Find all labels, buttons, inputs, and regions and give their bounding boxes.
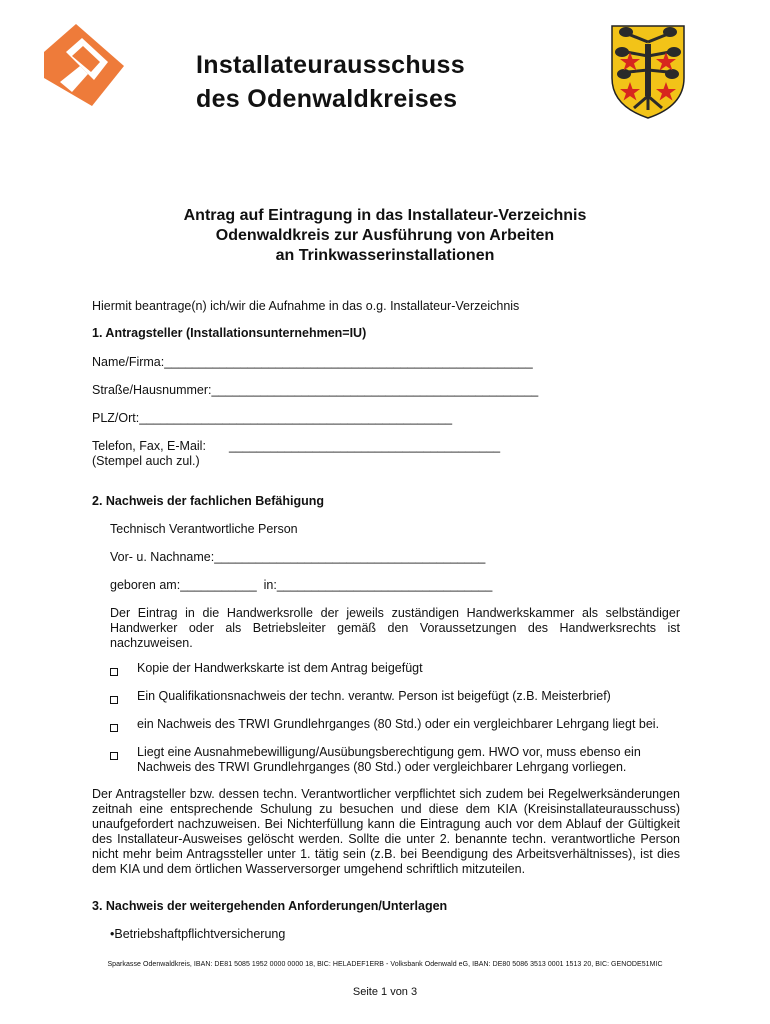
bank-footer: Sparkasse Odenwaldkreis, IBAN: DE81 5085 1952 0000 0000 18, BIC: HELADEF1ERB - Volksbank Odenwald eG, IBAN: DE80 5086 3513 0001 1513 20, BIC: GENODE51MIC xyxy=(107,961,663,968)
in-line: _______________________________ xyxy=(276,578,493,592)
checkbox-1[interactable] xyxy=(110,663,118,681)
person-name-line: _______________________________________ xyxy=(214,550,486,564)
section2-heading: 2. Nachweis der fachlichen Befähigung xyxy=(92,494,325,508)
plz-line: _____________________________________________ xyxy=(139,411,453,425)
checkbox-square-icon[interactable] xyxy=(110,696,118,704)
name-line: _____________________________________________________ xyxy=(164,355,533,369)
phone-field[interactable]: _______________________________________ xyxy=(229,439,501,453)
section3-heading: 3. Nachweis der weitergehenden Anforderungen/Unterlagen xyxy=(92,899,448,913)
document-title-line3: an Trinkwasserinstallationen xyxy=(275,247,495,264)
obligation-paragraph: Der Antragsteller bzw. dessen techn. Verantwortlicher verpflichtet sich zudem bei Regelwerksänderungen zeitnah eine entsprechende Schulung zu besuchen und diese dem KIA (Kreisinstallateurausschuss) unaufgefordert nachzuweisen. Bei Nichterfüllung kann die Eintragung auch vor dem Ablauf der Gültigkeit des Installateur-Ausweises gelöscht werden. Sollte die unter 2. benannte techn. verantwortliche Person nicht mehr beim Antragssteller unter 1. tätig sein (z.B. bei Beendigung des Arbeitsverhältnisses), ist dies dem KIA und dem örtlichen Wasserversorger umgehend schriftlich mitzuteilen. xyxy=(92,787,680,876)
checkbox-4[interactable] xyxy=(110,747,118,765)
odenwaldkreis-coat-of-arms-icon xyxy=(608,22,688,120)
document-title xyxy=(0,206,770,266)
phone-label: Telefon, Fax, E-Mail: xyxy=(92,439,206,453)
plz-field[interactable] xyxy=(92,411,452,426)
name-label: Name/Firma: xyxy=(92,355,165,369)
insurance-item: •Betriebshaftpflichtversicherung xyxy=(110,927,286,941)
checkbox-square-icon[interactable] xyxy=(110,724,118,732)
in-label: in: xyxy=(263,578,277,592)
checkbox-2[interactable] xyxy=(110,691,118,709)
checkbox-square-icon[interactable] xyxy=(110,752,118,760)
document-title-line1: Antrag auf Eintragung in das Installateur-Verzeichnis xyxy=(183,207,587,224)
born-line: ___________ xyxy=(180,578,257,592)
orange-shield-logo-icon xyxy=(36,22,128,108)
street-field[interactable] xyxy=(92,383,538,398)
plz-label: PLZ/Ort: xyxy=(92,411,140,425)
checkbox-square-icon[interactable] xyxy=(110,668,118,676)
street-line: _______________________________________________ xyxy=(211,383,539,397)
organization-title-line2: des Odenwaldkreises xyxy=(196,85,458,113)
born-label: geboren am: xyxy=(110,578,181,592)
person-label: Technisch Verantwortliche Person xyxy=(110,522,298,536)
phone-note: (Stempel auch zul.) xyxy=(92,454,200,468)
person-name-field[interactable] xyxy=(110,550,485,565)
checkbox-3[interactable] xyxy=(110,719,118,737)
birth-field[interactable] xyxy=(110,578,492,593)
organization-title-line1: Installateurausschuss xyxy=(196,51,465,79)
section1-heading: 1. Antragsteller (Installationsunternehmen=IU) xyxy=(92,326,367,340)
page-number: Seite 1 von 3 xyxy=(352,986,418,998)
checkbox-4-label: Liegt eine Ausnahmebewilligung/Ausübungsberechtigung gem. HWO vor, muss ebenso ein Nachweis des TRWI Grundlehrganges (80 Std.) oder vergleichbarer Lehrgang vorliegen. xyxy=(137,745,641,774)
organization-title xyxy=(196,48,465,116)
intro-text: Hiermit beantrage(n) ich/wir die Aufnahme in das o.g. Installateur-Verzeichnis xyxy=(92,299,520,313)
street-label: Straße/Hausnummer: xyxy=(92,383,212,397)
document-title-line2: Odenwaldkreis zur Ausführung von Arbeiten xyxy=(215,227,555,244)
checkbox-1-label: Kopie der Handwerkskarte ist dem Antrag beigefügt xyxy=(137,661,423,675)
person-name-label: Vor- u. Nachname: xyxy=(110,550,215,564)
checkbox-2-label: Ein Qualifikationsnachweis der techn. verantw. Person ist beigefügt (z.B. Meisterbrief) xyxy=(137,689,611,703)
name-field[interactable] xyxy=(92,355,533,370)
handwerksrolle-paragraph: Der Eintrag in die Handwerksrolle der jeweils zuständigen Handwerkskammer als selbständiger Handwerker oder als Betriebsleiter gemäß den Voraussetzungen des Handwerksrechts ist nachzuweisen. xyxy=(110,606,680,650)
phone-label-block xyxy=(92,439,206,469)
checkbox-3-label: ein Nachweis des TRWI Grundlehrganges (80 Std.) oder ein vergleichbarer Lehrgang liegt bei. xyxy=(137,717,660,731)
